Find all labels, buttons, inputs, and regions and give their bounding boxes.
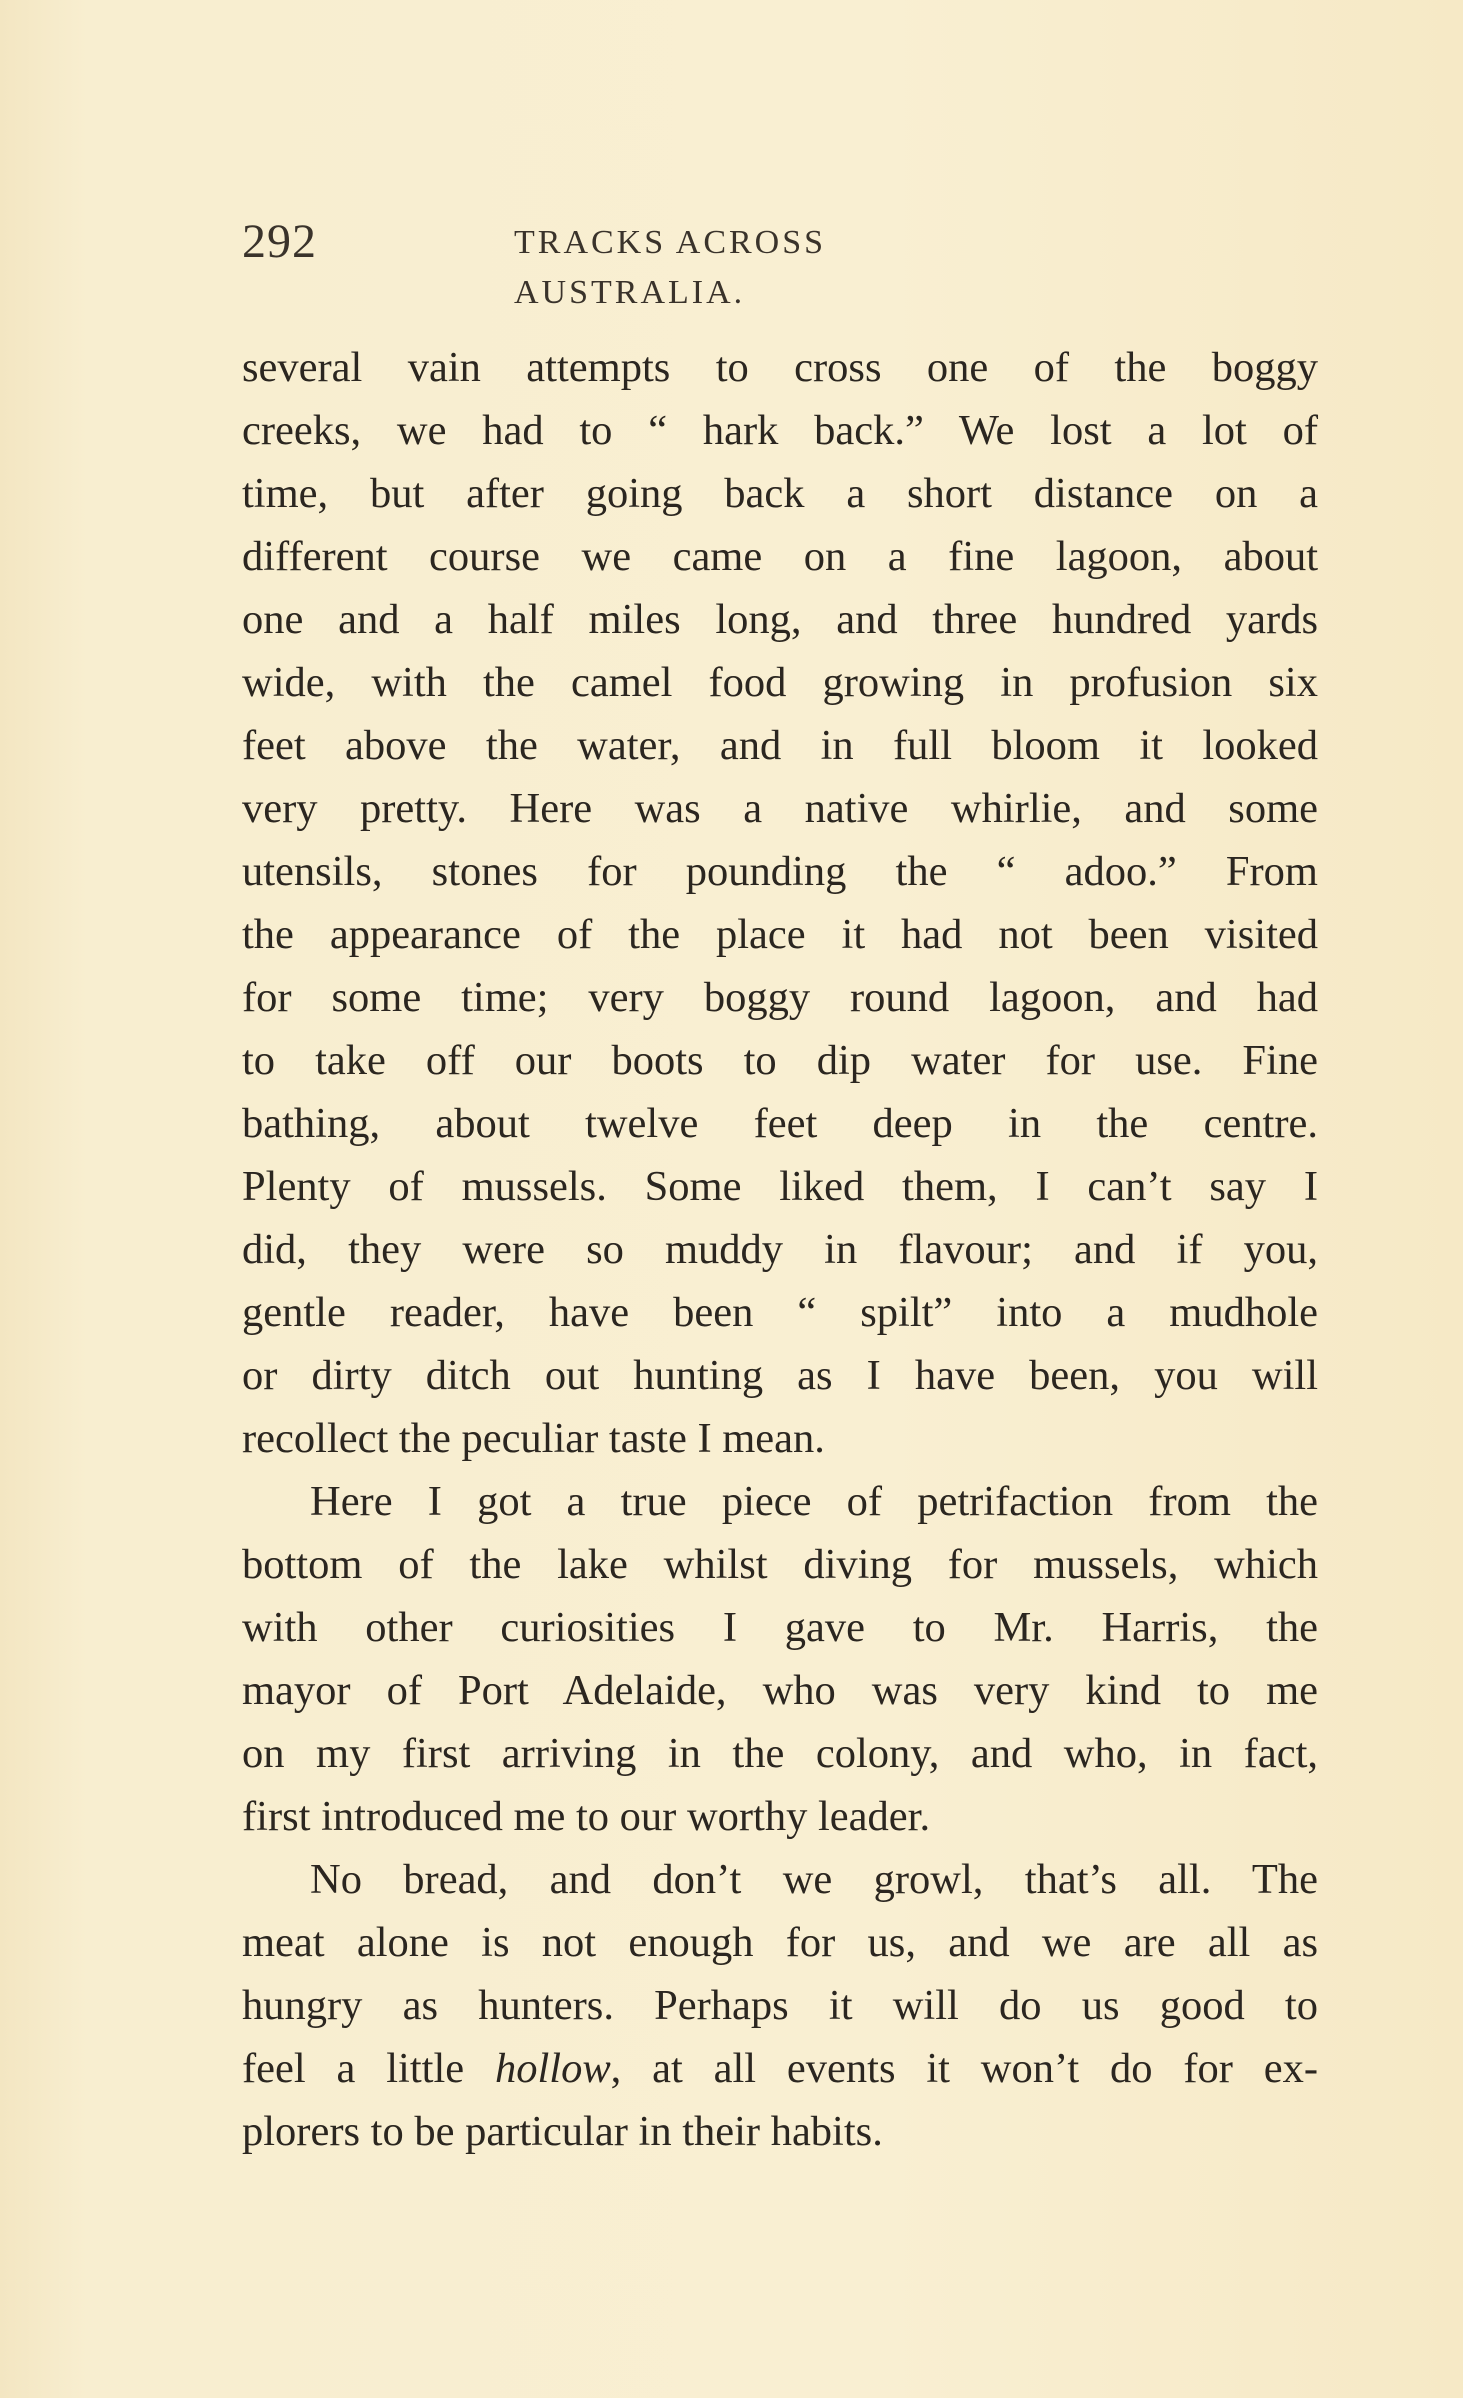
text-line: on my first arriving in the colony, and who, in fact, [242,1730,1318,1777]
body-text [242,336,1318,2163]
paragraph-end-line: first introduced me to our worthy leader. [242,1793,931,1840]
paragraph-end-line: plorers to be particular in their habits. [242,2108,883,2155]
text-line: time, but after going back a short distance on a [242,470,1318,517]
text-line: meat alone is not enough for us, and we are all as [242,1919,1318,1966]
text-line: hungry as hunters. Perhaps it will do us good to [242,1982,1318,2029]
text-fragment: feel a little [242,2045,495,2092]
text-line: bottom of the lake whilst diving for mussels, which [242,1541,1318,1588]
text-fragment: , at all events it won’t do for ex- [610,2045,1318,2092]
text-line: creeks, we had to “ hark back.” We lost a lot of [242,407,1318,454]
italic-word: hollow [494,2045,611,2092]
text-line: different course we came on a fine lagoon, about [242,533,1318,580]
page-header [242,212,1052,311]
text-line: gentle reader, have been “ spilt” into a mudhole [242,1289,1318,1336]
text-line: Plenty of mussels. Some liked them, I can’t say I [242,1163,1318,1210]
text-line: wide, with the camel food growing in profusion six [242,659,1318,706]
text-line: utensils, stones for pounding the “ adoo.” From [242,848,1318,895]
paragraph-start-line: Here I got a true piece of petrifaction from the [310,1478,1318,1525]
text-line: the appearance of the place it had not been visited [242,911,1318,958]
text-line: with other curiosities I gave to Mr. Harris, the [242,1604,1318,1651]
paragraph-end-line: recollect the peculiar taste I mean. [242,1415,825,1462]
text-line: mayor of Port Adelaide, who was very kind to me [242,1667,1318,1714]
text-line: one and a half miles long, and three hundred yards [242,596,1318,643]
text-line: did, they were so muddy in flavour; and if you, [242,1226,1318,1273]
text-line: several vain attempts to cross one of the boggy [242,344,1318,391]
running-head: TRACKS ACROSS AUSTRALIA. [514,224,827,311]
page-number: 292 [242,215,317,268]
text-line: feet above the water, and in full bloom it looked [242,722,1318,769]
text-line: bathing, about twelve feet deep in the centre. [242,1100,1318,1147]
text-line: to take off our boots to dip water for use. Fine [242,1037,1318,1084]
text-line: very pretty. Here was a native whirlie, and some [242,785,1318,832]
text-line-with-italic [242,2037,1318,2100]
text-line: or dirty ditch out hunting as I have been, you will [242,1352,1318,1399]
text-line: for some time; very boggy round lagoon, and had [242,974,1318,1021]
paragraph-start-line: No bread, and don’t we growl, that’s all. The [310,1856,1318,1903]
